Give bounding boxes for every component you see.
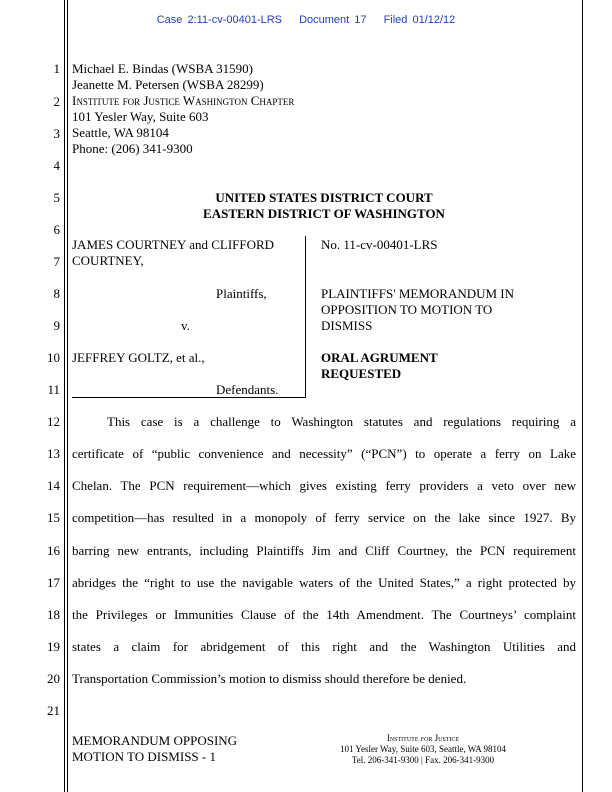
line-number: 16 xyxy=(47,543,60,558)
caption-divider xyxy=(305,236,306,398)
line-number: 8 xyxy=(53,286,60,301)
counsel-organization: Institute for Justice Washington Chapter xyxy=(72,93,295,108)
footer-firm-contact: Tel. 206-341-9300 | Fax. 206-341-9300 xyxy=(351,755,495,765)
caption-left xyxy=(72,237,298,269)
counsel-block xyxy=(72,61,392,157)
oral-argument-line: ORAL AGRUMENT xyxy=(321,350,438,365)
line-number: 17 xyxy=(47,575,60,590)
court-title xyxy=(72,190,576,222)
caption-divider-bottom xyxy=(72,397,306,398)
line-number: 10 xyxy=(47,350,60,365)
plaintiffs-names: JAMES COURTNEY and CLIFFORD xyxy=(72,237,275,252)
line-number: 4 xyxy=(53,158,60,173)
line-number: 11 xyxy=(47,382,60,397)
versus-label: v. xyxy=(181,318,190,333)
ecf-header xyxy=(0,14,612,26)
footer-caption-line: MOTION TO DISMISS - 1 xyxy=(72,749,216,764)
document-number-stamp: Document 17 xyxy=(299,14,367,26)
document-title-line: OPPOSITION TO MOTION TO xyxy=(321,302,493,317)
case-number-stamp: Case 2:11-cv-00401-LRS xyxy=(156,14,283,26)
line-number: 14 xyxy=(47,478,60,493)
line-number: 20 xyxy=(47,671,60,686)
line-number: 12 xyxy=(47,414,60,429)
line-number: 21 xyxy=(47,703,60,718)
line-number: 2 xyxy=(53,94,60,109)
line-number: 5 xyxy=(53,190,60,205)
body-line: states a claim for abridgement of this right and the Washington Utilities and xyxy=(72,639,576,654)
oral-argument-request xyxy=(321,350,561,382)
line-number: 18 xyxy=(47,607,60,622)
counsel-name-1: Michael E. Bindas (WSBA 31590) xyxy=(72,61,253,76)
line-number: 15 xyxy=(47,510,60,525)
right-margin-rule xyxy=(582,0,583,792)
case-number: No. 11-cv-00401-LRS xyxy=(321,237,438,252)
footer-firm-block xyxy=(318,733,528,766)
left-margin-rule-inner xyxy=(67,0,68,792)
body-line: the Privileges or Immunities Clause of the 14th Amendment. The Courtneys’ complaint xyxy=(72,607,576,622)
oral-argument-line: REQUESTED xyxy=(321,366,402,381)
defendants-label: Defendants. xyxy=(216,382,279,397)
left-margin-rule xyxy=(64,0,65,792)
counsel-name-2: Jeanette M. Petersen (WSBA 28299) xyxy=(72,77,264,92)
plaintiffs-names-cont: COURTNEY, xyxy=(72,253,144,268)
line-number: 9 xyxy=(53,318,60,333)
plaintiffs-label: Plaintiffs, xyxy=(216,286,267,301)
court-district: EASTERN DISTRICT OF WASHINGTON xyxy=(203,206,445,221)
counsel-address-2: Seattle, WA 98104 xyxy=(72,125,169,140)
body-line: competition—has resulted in a monopoly of ferry service on the lake since 1927. By xyxy=(72,510,576,525)
line-number: 7 xyxy=(53,254,60,269)
body-line: Chelan. The PCN requirement—which gives existing ferry providers a veto over new xyxy=(72,478,576,493)
line-number: 1 xyxy=(53,61,60,76)
body-line: abridges the “right to use the navigable waters of the United States,” a right protected by xyxy=(72,575,576,590)
document-title xyxy=(321,286,561,334)
footer-firm-name: Institute for Justice xyxy=(386,733,460,743)
body-line: barring new entrants, including Plaintiffs Jim and Cliff Courtney, the PCN requirement xyxy=(72,543,576,558)
document-title-line: PLAINTIFFS' MEMORANDUM IN xyxy=(321,286,515,301)
line-number: 19 xyxy=(47,639,60,654)
line-number: 3 xyxy=(53,126,60,141)
footer-caption-line: MEMORANDUM OPPOSING xyxy=(72,733,238,748)
filed-date-stamp: Filed 01/12/12 xyxy=(383,14,456,26)
defendants-names: JEFFREY GOLTZ, et al., xyxy=(72,350,205,365)
document-title-line: DISMISS xyxy=(321,318,373,333)
court-name: UNITED STATES DISTRICT COURT xyxy=(215,190,433,205)
counsel-phone: Phone: (206) 341-9300 xyxy=(72,141,193,156)
body-line: certificate of “public convenience and necessity” (“PCN”) to operate a ferry on Lake xyxy=(72,446,576,461)
body-line: Transportation Commission’s motion to dismiss should therefore be denied. xyxy=(72,671,467,686)
body-line: This case is a challenge to Washington statutes and regulations requiring a xyxy=(107,414,576,429)
line-number: 6 xyxy=(53,222,60,237)
line-number: 13 xyxy=(47,446,60,461)
counsel-address-1: 101 Yesler Way, Suite 603 xyxy=(72,109,209,124)
footer-firm-address: 101 Yesler Way, Suite 603, Seattle, WA 98104 xyxy=(339,744,507,754)
footer-caption xyxy=(72,733,292,765)
